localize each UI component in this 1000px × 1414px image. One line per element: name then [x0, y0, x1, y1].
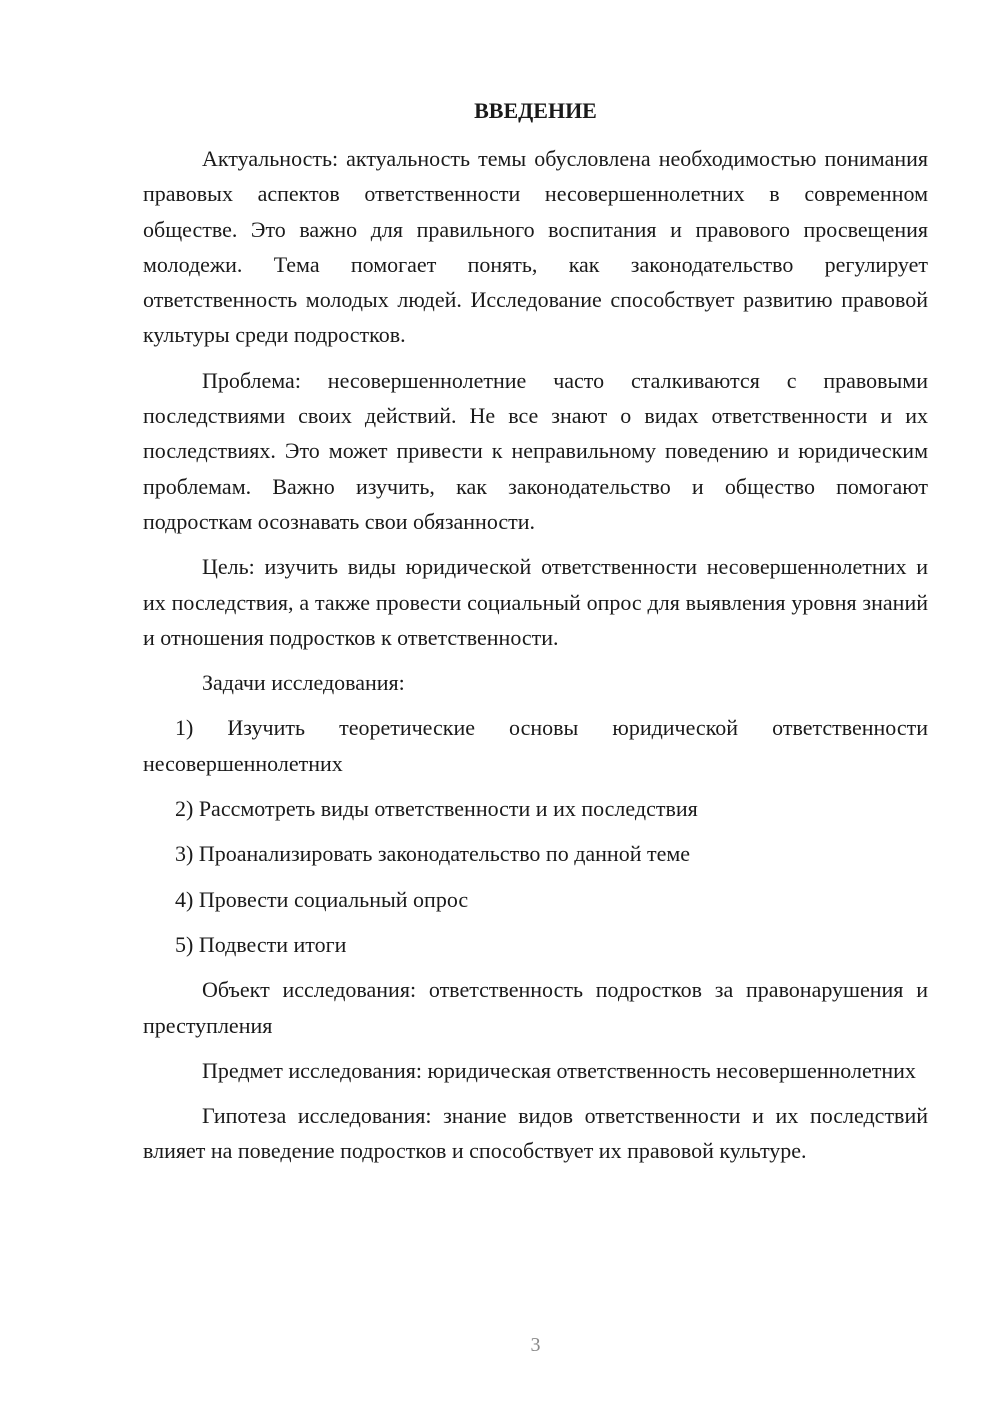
task-item: 5) Подвести итоги [175, 931, 347, 957]
document-body [143, 141, 928, 1169]
page-number: 3 [530, 1334, 541, 1356]
task-item: 3) Проанализировать законодательство по данной теме [175, 841, 691, 867]
object-paragraph: Объект исследования: ответственность подростков за правонарушения и преступления [143, 977, 928, 1038]
relevance-paragraph: Актуальность: актуальность темы обусловлена необходимостью понимания правовых аспектов ответственности несовершеннолетних в современном обществе. Это важно для правильного воспитания и правового просвещения молодежи. Тема помогает понять, как законодательство регулирует ответственность молодых людей. Исследование способствует развитию правовой культуры среди подростков. [143, 146, 928, 348]
goal-paragraph: Цель: изучить виды юридической ответственности несовершеннолетних и их последствия, а также провести социальный опрос для выявления уровня знаний и отношения подростков к ответственности. [143, 554, 928, 650]
task-item: 2) Рассмотреть виды ответственности и их последствия [175, 796, 698, 822]
subject-paragraph: Предмет исследования: юридическая ответственность несовершеннолетних [202, 1057, 916, 1083]
task-item: 1) Изучить теоретические основы юридической ответственности несовершеннолетних [143, 715, 928, 776]
tasks-heading: Задачи исследования: [202, 670, 405, 696]
problem-paragraph: Проблема: несовершеннолетние часто сталкиваются с правовыми последствиями своих действий. Не все знают о видах ответственности и их последствиях. Это может привести к неправильному поведению и юридическим проблемам. Важно изучить, как законодательство и общество помогают подросткам осознавать свои обязанности. [143, 367, 928, 534]
document-page [143, 0, 928, 1414]
task-item: 4) Провести социальный опрос [175, 886, 469, 912]
hypothesis-paragraph: Гипотеза исследования: знание видов ответственности и их последствий влияет на поведение подростков и способствует их правовой культуре. [143, 1103, 928, 1164]
section-title: ВВЕДЕНИЕ [474, 98, 597, 123]
